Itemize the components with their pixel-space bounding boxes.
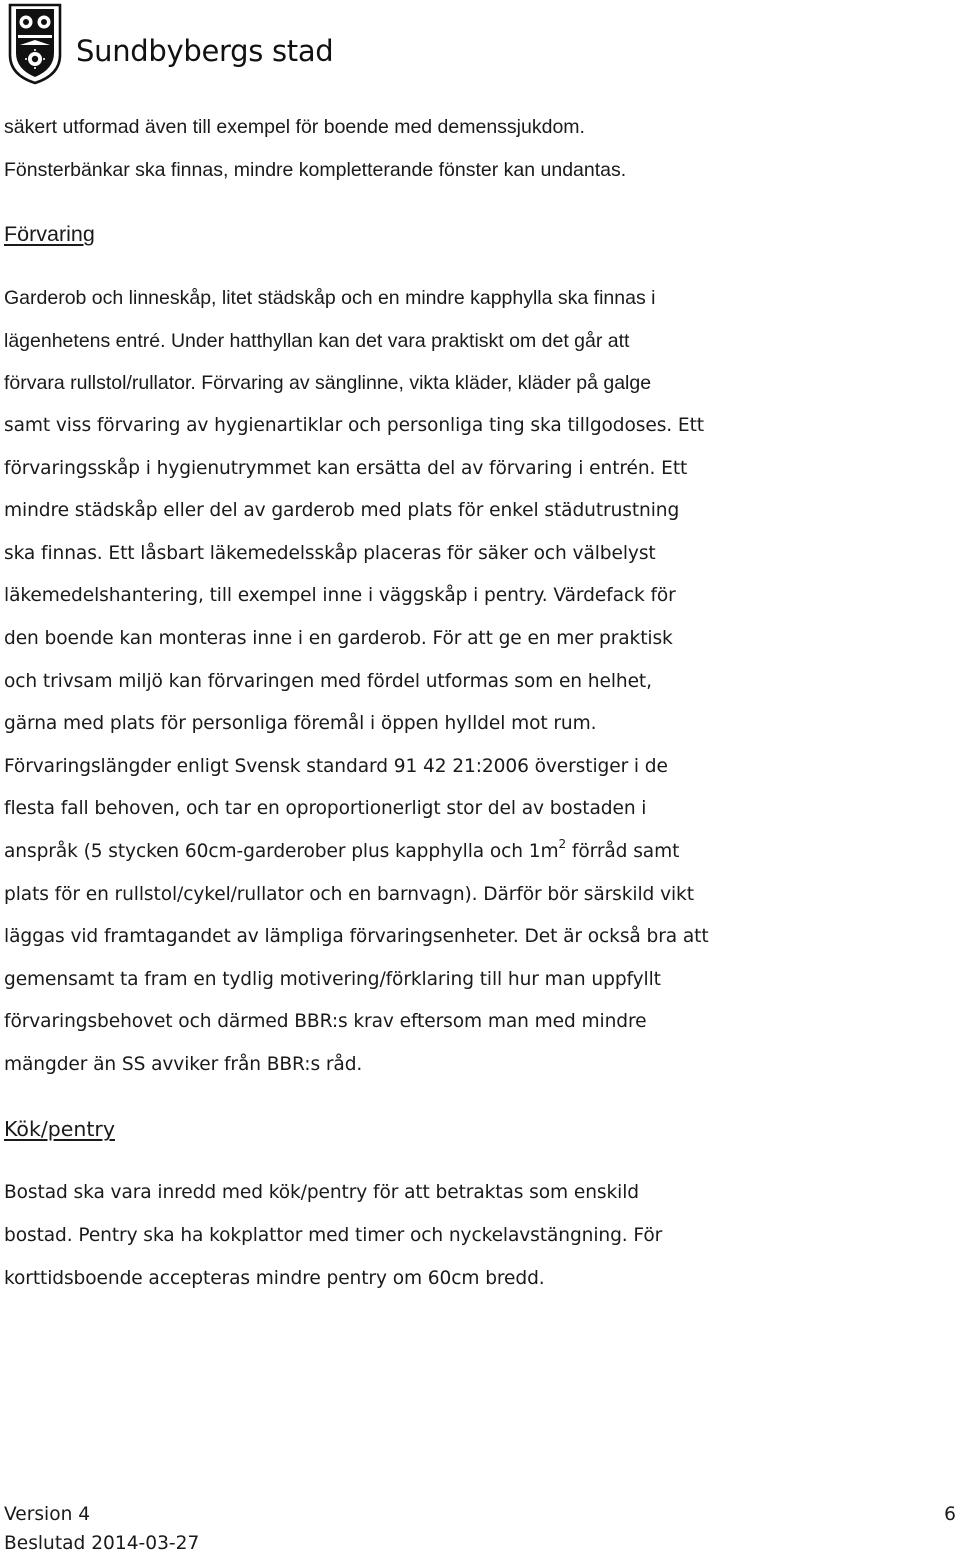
document-footer xyxy=(4,1500,199,1558)
body-line: samt viss förvaring av hygienartiklar och personliga ting ska tillgodoses. Ett xyxy=(4,414,704,436)
version-label: Version 4 xyxy=(4,1504,91,1525)
section-heading-forvaring: Förvaring xyxy=(4,222,95,247)
body-line: flesta fall behoven, och tar en oproportionerligt stor del av bostaden i xyxy=(4,798,647,820)
body-line: ska finnas. Ett låsbart läkemedelsskåp placeras för säker och välbelyst xyxy=(4,542,656,564)
body-line: gemensamt ta fram en tydlig motivering/förklaring till hur man uppfyllt xyxy=(4,968,661,990)
municipal-crest-icon xyxy=(8,1,62,85)
body-line: bostad. Pentry ska ha kokplattor med timer och nyckelavstängning. För xyxy=(4,1225,663,1247)
intro-line-2: Fönsterbänkar ska finnas, mindre kompletterande fönster kan undantas. xyxy=(4,158,627,181)
document-body xyxy=(4,106,944,1300)
body-line: förvara rullstol/rullator. Förvaring av sänglinne, vikta kläder, kläder på galge xyxy=(4,372,652,395)
body-line: förvaringsbehovet och därmed BBR:s krav eftersom man med mindre xyxy=(4,1011,647,1033)
sup-line-before: anspråk (5 stycken 60cm-garderober plus kapphylla och 1m xyxy=(4,840,559,862)
intro-line-1: säkert utformad även till exempel för boende med demenssjukdom. xyxy=(4,116,585,138)
body-line: förvaringsskåp i hygienutrymmet kan ersätta del av förvaring i entrén. Ett xyxy=(4,457,688,479)
superscript-two: 2 xyxy=(558,836,567,851)
body-line: mängder än SS avviker från BBR:s råd. xyxy=(4,1053,363,1075)
body-line: plats för en rullstol/cykel/rullator och en barnvagn). Därför bör särskild vikt xyxy=(4,883,694,905)
body-line: gärna med plats för personliga föremål i öppen hylldel mot rum. xyxy=(4,713,597,735)
org-name: Sundbybergs stad xyxy=(76,34,334,68)
body-line: Bostad ska vara inredd med kök/pentry för att betraktas som enskild xyxy=(4,1182,639,1204)
sup-line-after: förråd samt xyxy=(566,840,680,862)
section-heading-kok-pentry: Kök/pentry xyxy=(4,1117,115,1142)
body-line: korttidsboende accepteras mindre pentry om 60cm bredd. xyxy=(4,1267,545,1289)
decided-date: Beslutad 2014-03-27 xyxy=(4,1533,200,1554)
body-line: läggas vid framtagandet av lämpliga förvaringsenheter. Det är också bra att xyxy=(4,926,709,948)
body-line: läkemedelshantering, till exempel inne i väggskåp i pentry. Värdefack för xyxy=(4,585,676,607)
body-line-with-superscript xyxy=(4,831,944,874)
body-line: Garderob och linneskåp, litet städskåp och en mindre kapphylla ska finnas i xyxy=(4,287,656,310)
body-line: Förvaringslängder enligt Svensk standard 91 42 21:2006 överstiger i de xyxy=(4,755,668,777)
body-line: den boende kan monteras inne i en garderob. För att ge en mer praktisk xyxy=(4,627,673,649)
page-number: 6 xyxy=(944,1504,956,1525)
body-line: mindre städskåp eller del av garderob med plats för enkel städutrustning xyxy=(4,500,680,522)
document-header xyxy=(8,0,333,86)
body-line: lägenhetens entré. Under hatthyllan kan det vara praktiskt om det går att xyxy=(4,329,630,352)
body-line: och trivsam miljö kan förvaringen med fördel utformas som en helhet, xyxy=(4,670,652,692)
